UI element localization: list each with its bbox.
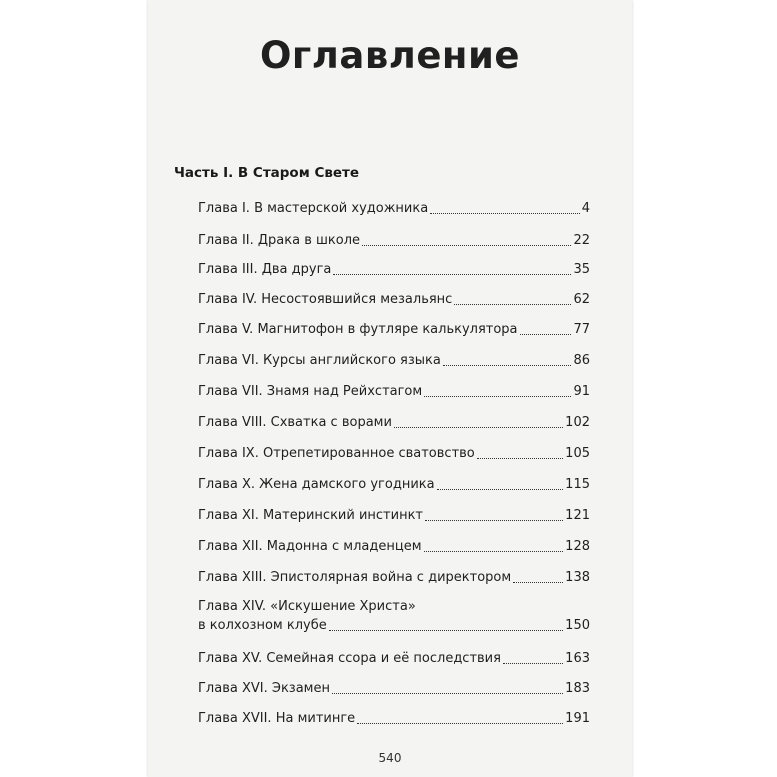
toc-entry	[198, 352, 590, 370]
toc-entry-title: Глава VII. Знамя над Рейхстагом	[198, 384, 423, 399]
dot-leader	[503, 663, 563, 664]
dot-leader	[477, 458, 563, 459]
book-page	[148, 0, 632, 777]
dot-leader	[362, 245, 571, 246]
dot-leader	[329, 630, 563, 631]
dot-leader	[424, 396, 571, 397]
toc-entry-title: Глава V. Магнитофон в футляре калькулятора	[198, 322, 518, 337]
toc-entry	[198, 538, 590, 556]
dot-leader	[394, 427, 563, 428]
toc-entry-page: 4	[581, 201, 590, 216]
toc-entry	[198, 445, 590, 463]
toc-entry-title: Глава XIII. Эпистолярная война с директором	[198, 570, 512, 585]
page-title: Оглавление	[259, 34, 521, 77]
toc-entry-title: Глава III. Два друга	[198, 262, 332, 277]
toc-entry	[198, 261, 590, 279]
toc-entry-page: 22	[573, 233, 590, 248]
toc-entry-title-line1: Глава XIV. «Искушение Христа»	[198, 599, 416, 614]
toc-entry	[198, 569, 590, 587]
toc-entry-page: 91	[573, 384, 590, 399]
toc-entry-page: 62	[573, 292, 590, 307]
dot-leader	[357, 723, 563, 724]
toc-entry	[198, 710, 590, 728]
toc-entry-page: 102	[565, 415, 590, 430]
toc-entry	[198, 650, 590, 668]
part-heading: Часть I. В Старом Свете	[174, 165, 360, 181]
dot-leader	[430, 213, 580, 214]
toc-entry-page: 138	[565, 570, 590, 585]
toc-entry-page: 115	[565, 477, 590, 492]
toc-entry	[198, 617, 590, 635]
toc-entry	[198, 507, 590, 525]
toc-entry	[198, 321, 590, 339]
dot-leader	[333, 274, 571, 275]
toc-entry-title: Глава I. В мастерской художника	[198, 201, 429, 216]
dot-leader	[332, 693, 563, 694]
toc-entry	[198, 232, 590, 250]
toc-entry-title: Глава XI. Материнский инстинкт	[198, 508, 423, 523]
dot-leader	[424, 551, 564, 552]
toc-entry-title: Глава XV. Семейная ссора и её последствия	[198, 651, 501, 666]
toc-entry-title: Глава XVII. На митинге	[198, 711, 356, 726]
toc-entry-page: 121	[565, 508, 590, 523]
toc-entry	[198, 680, 590, 698]
toc-entry-page: 150	[565, 618, 590, 633]
dot-leader	[443, 365, 572, 366]
toc-entry-page: 183	[565, 681, 590, 696]
dot-leader	[425, 520, 563, 521]
toc-entry-page: 163	[565, 651, 590, 666]
toc-entry-title: Глава X. Жена дамского угодника	[198, 477, 435, 492]
toc-entry-page: 128	[565, 539, 590, 554]
toc-entry-page: 86	[573, 353, 590, 368]
dot-leader	[437, 489, 564, 490]
toc-entry-title: Глава XII. Мадонна с младенцем	[198, 539, 422, 554]
toc-entry-page: 35	[573, 262, 590, 277]
toc-entry-title: Глава XVI. Экзамен	[198, 681, 330, 696]
toc-entry-title: Глава IX. Отрепетированное сватовство	[198, 446, 475, 461]
toc-entry-title: в колхозном клубе	[198, 618, 327, 633]
page-number: 540	[378, 751, 402, 765]
toc-entry-page: 77	[573, 322, 590, 337]
toc-entry	[198, 414, 590, 432]
dot-leader	[454, 304, 571, 305]
toc-entry-title: Глава VIII. Схватка с ворами	[198, 415, 392, 430]
dot-leader	[513, 582, 563, 583]
toc-entry	[198, 476, 590, 494]
toc-entry-title: Глава IV. Несостоявшийся мезальянс	[198, 292, 453, 307]
toc-entry-page: 191	[565, 711, 590, 726]
toc-entry	[198, 291, 590, 309]
toc-entry	[198, 200, 590, 218]
toc-entry-title: Глава VI. Курсы английского языка	[198, 353, 441, 368]
toc-entry-title: Глава II. Драка в школе	[198, 233, 361, 248]
toc-entry-page: 105	[565, 446, 590, 461]
toc-entry	[198, 383, 590, 401]
dot-leader	[520, 334, 572, 335]
